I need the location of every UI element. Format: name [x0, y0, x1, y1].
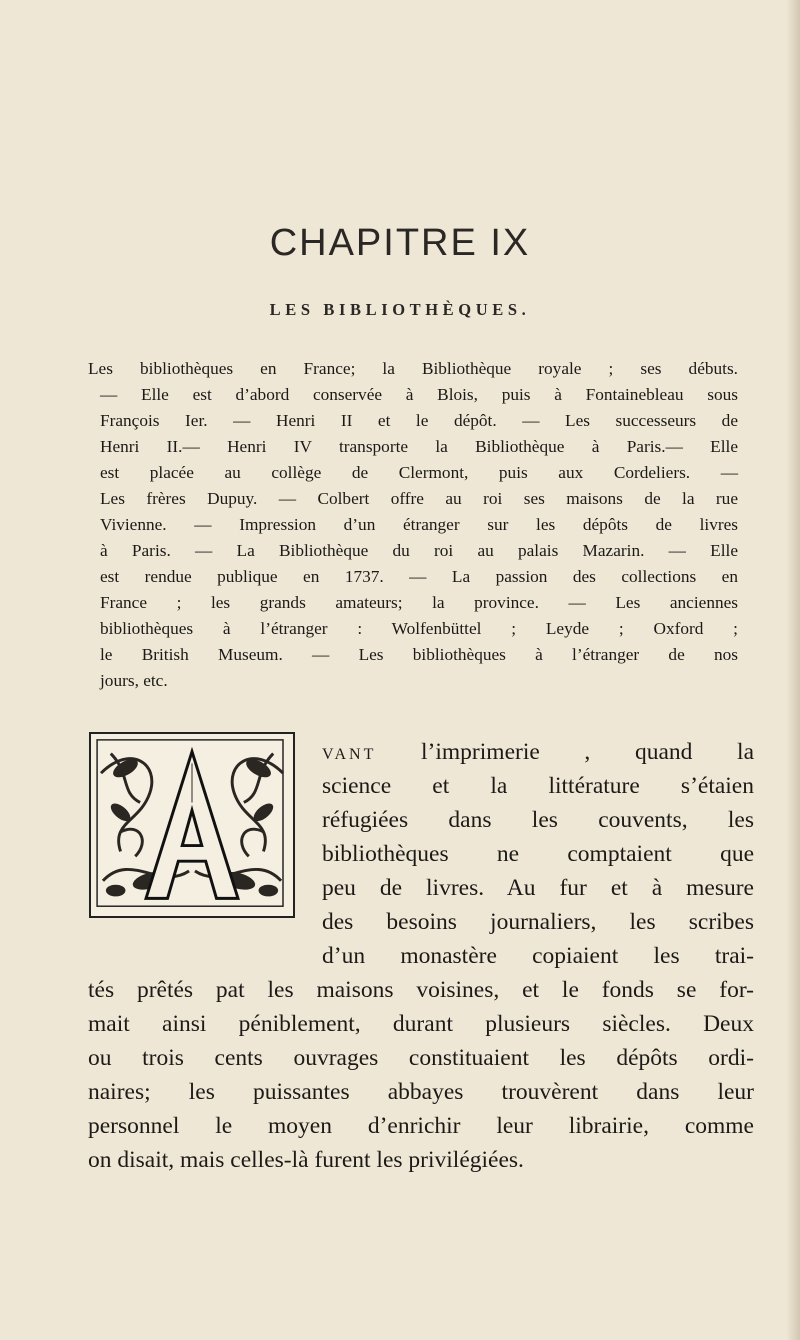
- body-line: d’un monastère copiaient les trai-: [322, 943, 754, 969]
- summary-line: François Ier. — Henri II et le dépôt. — Les successeurs de: [100, 411, 738, 430]
- body-line-first: VANT l’imprimerie , quand la: [322, 739, 754, 765]
- summary-line: Henri II.— Henri IV transporte la Bibliothèque à Paris.— Elle: [100, 437, 738, 456]
- chapter-title: CHAPITRE IX: [269, 222, 531, 264]
- body-line: tés prêtés pat les maisons voisines, et le fonds se for-: [88, 977, 754, 1003]
- body-line: bibliothèques ne comptaient que: [322, 841, 754, 867]
- opening-word: VANT: [322, 746, 377, 763]
- page-edge-shadow: [786, 0, 800, 1340]
- body-line: science et la littérature s’étaien: [322, 773, 754, 799]
- summary-line: à Paris. — La Bibliothèque du roi au palais Mazarin. — Elle: [100, 541, 738, 560]
- summary-line: France ; les grands amateurs; la province. — Les anciennes: [100, 593, 738, 612]
- body-line: des besoins journaliers, les scribes: [322, 909, 754, 935]
- summary-line: — Elle est d’abord conservée à Blois, puis à Fontainebleau sous: [100, 385, 738, 404]
- summary-line: Les frères Dupuy. — Colbert offre au roi ses maisons de la rue: [100, 489, 738, 508]
- body-line: on disait, mais celles-là furent les privilégiées.: [88, 1147, 524, 1173]
- body-line: peu de livres. Au fur et à mesure: [322, 875, 754, 901]
- summary-line: jours, etc.: [100, 671, 168, 690]
- chapter-summary: [88, 356, 738, 694]
- body-line: ou trois cents ouvrages constituaient les dépôts ordi-: [88, 1045, 754, 1071]
- summary-line: est rendue publique en 1737. — La passion des collections en: [100, 567, 738, 586]
- summary-line: est placée au collège de Clermont, puis aux Cordeliers. —: [100, 463, 738, 482]
- summary-line: Les bibliothèques en France; la Bibliothèque royale ; ses débuts.: [88, 359, 738, 378]
- body-line: réfugiées dans les couvents, les: [322, 807, 754, 833]
- body-line: naires; les puissantes abbayes trouvèrent dans leur: [88, 1079, 754, 1105]
- section-title: LES BIBLIOTHÈQUES.: [269, 300, 531, 319]
- summary-line: Vivienne. — Impression d’un étranger sur les dépôts de livres: [100, 515, 738, 534]
- body-line: mait ainsi péniblement, durant plusieurs siècles. Deux: [88, 1011, 754, 1037]
- summary-line: le British Museum. — Les bibliothèques à l’étranger de nos: [100, 645, 738, 664]
- body-line: personnel le moyen d’enrichir leur librairie, comme: [88, 1113, 754, 1139]
- summary-line: bibliothèques à l’étranger : Wolfenbüttel ; Leyde ; Oxford ;: [100, 619, 738, 638]
- chapter-body: [88, 735, 754, 1177]
